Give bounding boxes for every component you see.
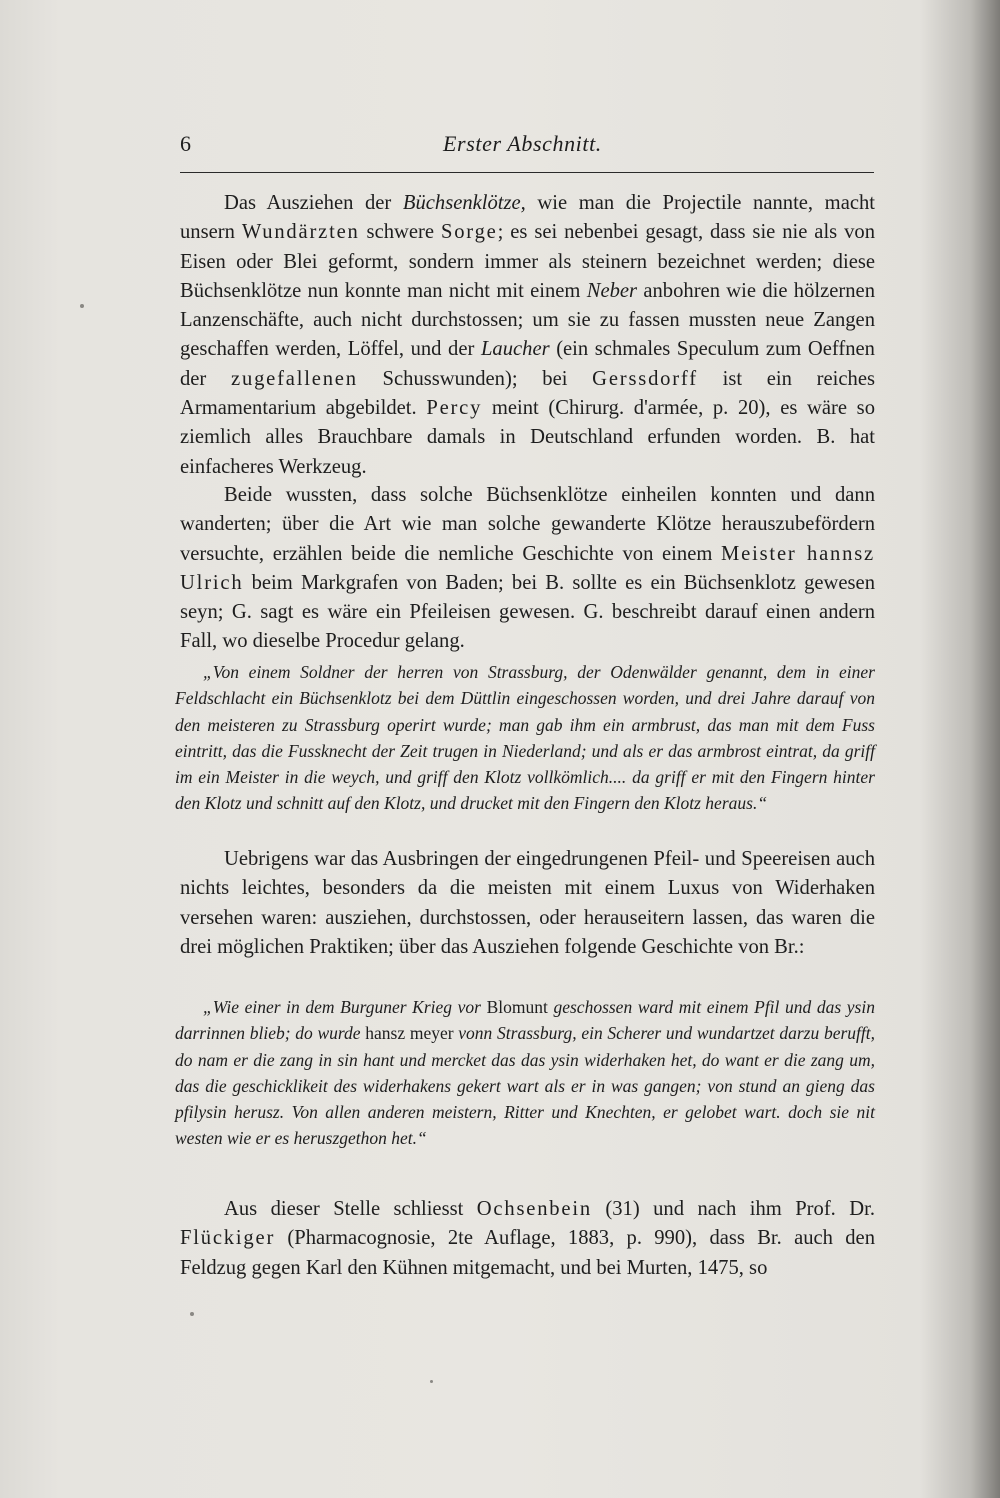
paragraph-1: Das Ausziehen der Büchsenklötze, wie man die Projectile nannte, macht unsern Wundärzten schwere Sorge; es sei nebenbei gesagt, dass sie nie als von Eisen oder Blei geformt, sondern immer als steinern bezeichnet werden; diese Büchsenklötze nun konnte man nicht mit einem Neber anbohren wie die hölzernen Lanzenschäfte, auch nicht durchstossen; um sie zu fassen mussten neue Zangen geschaffen werden, Löffel, und der Laucher (ein schmales Speculum zum Oeffnen der zugefallenen Schusswunden); bei Gerssdorff ist ein reiches Armamentarium abgebildet. Percy meint (Chirurg. d'armée, p. 20), es wäre so ziemlich alles Brauchbare damals in Deutschland erfunden worden. B. hat einfacheres Werkzeug. — [180, 192, 875, 478]
quote-2: „Wie einer in dem Burguner Krieg vor Blomunt geschossen ward mit einem Pfil und das ysin darrinnen blieb; do wurde hansz meyer vonn Strassburg, ein Scherer und wundartzet darzu berufft, do nam er die zang in sin hant und mercket das das ysin widerhaken het, do want er die zang um, das die geschicklikeit des widerhakens gekert wart als er in was gangen; von stund an gieng das pfilysin herusz. Von allen anderen meistern, Ritter und Knechten, er gelobet wart. doch sie nit westen wie er es heruszgethon het.“ — [175, 997, 875, 1149]
paragraph-3: Uebrigens war das Ausbringen der eingedrungenen Pfeil- und Speereisen auch nichts leichtes, besonders da die meisten mit einem Luxus von Widerhaken versehen waren: ausziehen, durchstossen, oder herauseitern lassen, das waren die drei möglichen Praktiken; über das Ausziehen folgende Geschichte von Br.: — [180, 848, 875, 958]
paper-speck — [190, 1312, 194, 1316]
page-number: 6 — [180, 131, 191, 156]
header-rule — [180, 172, 874, 173]
running-head: Erster Abschnitt. — [443, 131, 602, 156]
quote-1: „Von einem Soldner der herren von Strassburg, der Odenwälder genannt, dem in einer Feldschlacht ein Büchsenklotz bei dem Düttlin eingeschossen worden, und drei Jahre darauf von den meisteren zu Strassburg operirt wurde; man gab ihm ein armbrust, das man mit dem Fuss eintritt, das die Fussknecht der Zeit trugen in Niederland; und als er das armbrost eintrat, da griff im ein Meister in die weych, und griff den Klotz vollkömlich.... da griff er mit den Fingern hinter den Klotz und schnitt auf den Klotz, und drucket mit den Fingern den Klotz heraus.“ — [175, 662, 875, 814]
paragraph-2: Beide wussten, dass solche Büchsenklötze einheilen konnten und dann wanderten; über die Art wie man solche gewanderte Klötze herauszubefördern versuchte, erzählen beide die nemliche Geschichte von einem Meister hannsz Ulrich beim Markgrafen von Baden; bei B. sollte es ein Büchsenklotz gewesen seyn; G. sagt es wäre ein Pfeileisen gewesen. G. beschreibt darauf einen andern Fall, wo dieselbe Procedur gelang. — [180, 484, 875, 653]
paper-speck — [430, 1380, 433, 1383]
paper-speck — [80, 304, 84, 308]
page-header — [180, 131, 874, 161]
paragraph-4: Aus dieser Stelle schliesst Ochsenbein (31) und nach ihm Prof. Dr. Flückiger (Pharmacognosie, 2te Auflage, 1883, p. 990), dass Br. auch den Feldzug gegen Karl den Kühnen mitgemacht, und bei Murten, 1475, so — [180, 1198, 875, 1279]
